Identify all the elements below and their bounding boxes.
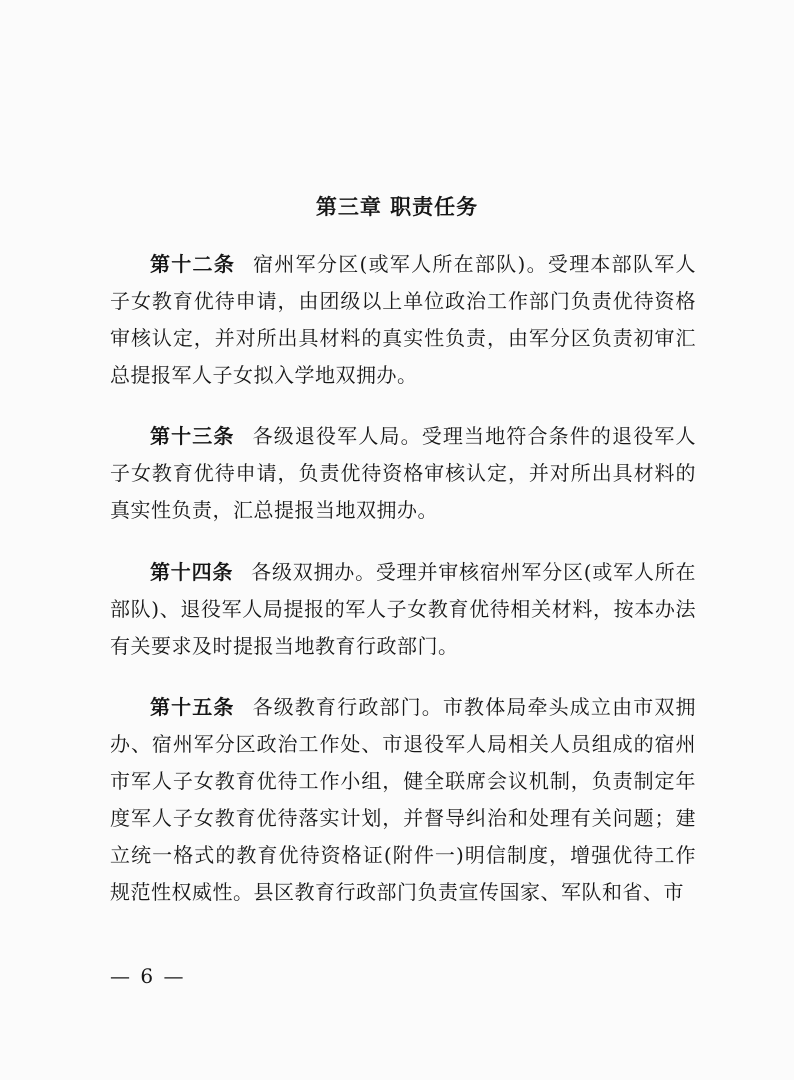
article-14-number: 第十四条 <box>150 560 234 584</box>
article-12-number: 第十二条 <box>150 252 236 276</box>
chapter-title: 第三章 职责任务 <box>315 195 479 219</box>
article-13-text: 各级退役军人局。受理当地符合条件的退役军人子女教育优待申请，负责优待资格审核认定，并对所出具材料的真实性负责，汇总提报当地双拥办。 <box>110 424 697 522</box>
article-15 <box>110 689 696 911</box>
article-13 <box>110 418 696 529</box>
article-12 <box>110 246 696 394</box>
article-13-number: 第十三条 <box>150 424 235 448</box>
article-12-text: 宿州军分区(或军人所在部队)。受理本部队军人子女教育优待申请，由团级以上单位政治工作部门负责优待资格审核认定，并对所出具材料的真实性负责，由军分区负责初审汇总提报军人子女拟入学地双拥办。 <box>110 252 697 387</box>
article-15-number: 第十五条 <box>150 695 235 719</box>
article-14 <box>110 554 696 665</box>
article-14-text: 各级双拥办。受理并审核宿州军分区(或军人所在部队)、退役军人局提报的军人子女教育优待相关材料，按本办法有关要求及时提报当地教育行政部门。 <box>110 560 696 658</box>
page-number: — 6 — <box>110 964 186 988</box>
article-15-text: 各级教育行政部门。市教体局牵头成立由市双拥办、宿州军分区政治工作处、市退役军人局相关人员组成的宿州市军人子女教育优待工作小组，健全联席会议机制，负责制定年度军人子女教育优待落实计划，并督导纠治和处理有关问题；建立统一格式的教育优待资格证(附件一)明信制度，增强优待工作规范性权威性。县区教育行政部门负责宣传国家、军队和省、市 <box>110 695 697 904</box>
